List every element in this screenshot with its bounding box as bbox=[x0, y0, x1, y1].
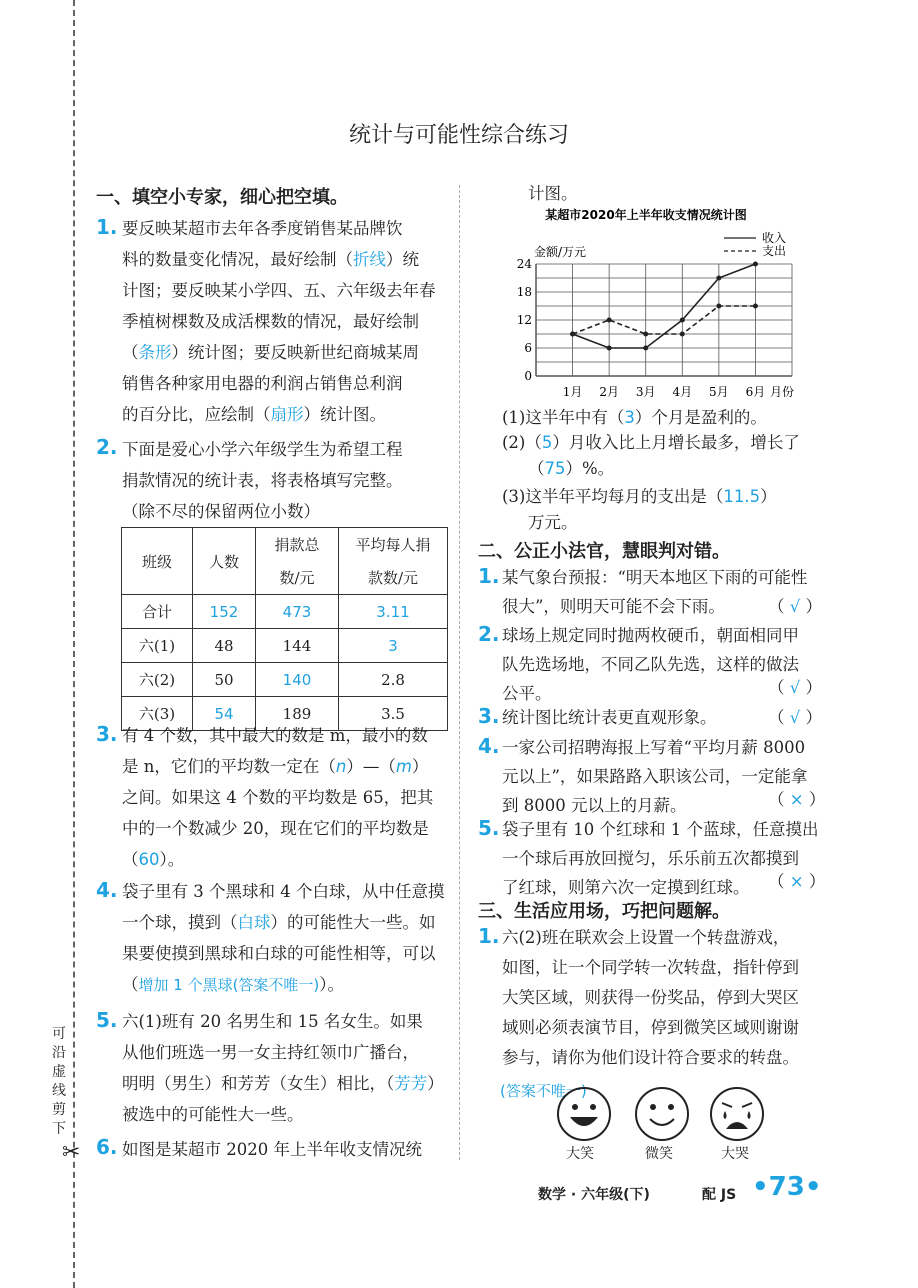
q6-sub3: (3)这半年平均每月的支出是（11.5） bbox=[502, 487, 777, 506]
data-point bbox=[680, 332, 685, 337]
data-point bbox=[570, 332, 575, 337]
x-tick-label: 6月 bbox=[745, 385, 766, 399]
q5-text: 六(1)班有 20 名男生和 15 名女生。如果 从他们班选一男一女主持红领巾广播台， 明明（男生）和芳芳（女生）相比，（芳芳） 被选中的可能性大一些。 bbox=[122, 1012, 444, 1124]
y-tick-label: 24 bbox=[516, 257, 532, 271]
x-tick-label: 1月 bbox=[562, 385, 583, 399]
face-laugh-icon bbox=[555, 1085, 613, 1143]
data-point bbox=[716, 276, 721, 281]
q4-number: 4. bbox=[96, 878, 118, 902]
q2-number: 2. bbox=[96, 435, 118, 459]
q1-text: 要反映某超市去年各季度销售某品牌饮 料的数量变化情况，最好绘制（折线）统 计图；要反映某小学四、五、六年级去年春 季植树棵数及成活棵数的情况，最好绘制 （条形）统计图；要反映新世纪商城某周 销售各种家用电器的利润占销售总利润 的百分比，应绘制（扇形）统计图。 bbox=[122, 219, 436, 424]
q6-text-line2: 计图。 bbox=[528, 184, 578, 203]
q6-sub3-cont: 万元。 bbox=[528, 513, 578, 532]
q5-number: 5. bbox=[96, 1008, 118, 1032]
judge-item: 统计图比统计表更直观形象。 bbox=[502, 708, 717, 727]
chart-ylabel: 金额/万元 bbox=[534, 245, 587, 259]
q2-text: 下面是爱心小学六年级学生为希望工程 捐款情况的统计表，将表格填写完整。 （除不尽的保留两位小数） bbox=[122, 440, 403, 521]
p3-text: 六(2)班在联欢会上设置一个转盘游戏， 如图，让一个同学转一次转盘，指针停到 大笑区域，则获得一份奖品，停到大哭区 域则必须表演节目，停到微笑区域则谢谢 参与，请你为他们设计符合要求的转盘。 bbox=[502, 928, 799, 1067]
page-title: 统计与可能性综合练习 bbox=[348, 123, 569, 148]
data-point bbox=[643, 346, 648, 351]
table-row: 六(1) 48 144 3 bbox=[122, 629, 448, 663]
face-label: 大笑 bbox=[566, 1146, 594, 1162]
x-tick-label: 2月 bbox=[599, 385, 619, 399]
table-row: 六(2) 50 140 2.8 bbox=[122, 663, 448, 697]
section-3-heading: 三、生活应用场，巧把问题解。 bbox=[478, 901, 730, 922]
section-2-heading: 二、公正小法官，慧眼判对错。 bbox=[478, 541, 730, 562]
q1-number: 1. bbox=[96, 215, 118, 239]
q1-answer-3: 扇形 bbox=[270, 405, 304, 424]
table-row: 合计 152 473 3.11 bbox=[122, 595, 448, 629]
data-point bbox=[716, 304, 721, 309]
q6-text-line1: 如图是某超市 2020 年上半年收支情况统 bbox=[122, 1140, 422, 1159]
cut-line bbox=[73, 0, 75, 1288]
x-tick-label: 3月 bbox=[635, 385, 656, 399]
y-tick-label: 18 bbox=[516, 285, 532, 299]
table-row: 六(3) 54 189 3.5 bbox=[122, 697, 448, 731]
q3-number: 3. bbox=[96, 722, 118, 746]
y-tick-label: 0 bbox=[524, 369, 532, 383]
p3-number: 1. bbox=[478, 924, 500, 948]
judge-item: 一家公司招聘海报上写着“平均月薪 8000 元以上”，如果路路入职该公司，一定能拿 到 8000 元以上的月薪。 bbox=[502, 738, 808, 815]
page-number: •73• bbox=[752, 1172, 822, 1202]
data-point bbox=[680, 318, 685, 323]
face-label: 微笑 bbox=[645, 1146, 673, 1162]
section-1-heading: 一、填空小专家，细心把空填。 bbox=[96, 187, 348, 208]
p3-answer-note: (答案不唯一) bbox=[500, 1082, 587, 1100]
q6-sub2-cont: （75）%。 bbox=[528, 459, 615, 478]
chart-title: 某超市2020年上半年收支情况统计图 bbox=[545, 208, 747, 222]
judge-item: 球场上规定同时抛两枚硬币，朝面相同甲 队先选场地，不同乙队先选，这样的做法 公平。 bbox=[502, 626, 799, 703]
q6-sub1: (1)这半年中有（3）个月是盈利的。 bbox=[502, 408, 767, 427]
data-point bbox=[643, 332, 648, 337]
y-tick-label: 12 bbox=[516, 313, 532, 327]
income-expense-chart bbox=[500, 204, 820, 404]
judge-item: 某气象台预报：“明天本地区下雨的可能性 很大”，则明天可能不会下雨。 bbox=[502, 568, 808, 616]
data-point bbox=[753, 262, 758, 267]
donation-table: 班级 人数 捐款总 平均每人捐 数/元 款数/元 合计 152 473 3.11 六(1) 48 144 3 六(2) 50 140 2.8 六(3) 54 189 3.5 bbox=[121, 527, 448, 731]
q1-answer-2: 条形 bbox=[138, 343, 172, 362]
scissors-icon: ✂ bbox=[62, 1140, 81, 1165]
x-tick-label: 4月 bbox=[672, 385, 693, 399]
face-smile-icon bbox=[633, 1085, 691, 1143]
column-divider bbox=[459, 185, 460, 1160]
chart-xlabel: 月份 bbox=[770, 385, 795, 399]
y-tick-label: 6 bbox=[524, 341, 532, 355]
data-point bbox=[607, 346, 612, 351]
footer-edition: 配 JS bbox=[702, 1187, 737, 1203]
q1-answer-1: 折线 bbox=[353, 250, 386, 269]
q6-number: 6. bbox=[96, 1135, 118, 1159]
cut-instruction: 可 沿 虚 线 剪 下 bbox=[52, 1026, 66, 1137]
legend-label: 支出 bbox=[762, 244, 787, 258]
legend-label: 收入 bbox=[762, 231, 787, 245]
face-cry-icon bbox=[708, 1085, 766, 1143]
face-label: 大哭 bbox=[721, 1146, 749, 1162]
data-point bbox=[607, 318, 612, 323]
data-point bbox=[753, 304, 758, 309]
q3-text: 有 4 个数，其中最大的数是 m，最小的数 是 n，它们的平均数一定在（n）—（m） 之间。如果这 4 个数的平均数是 65，把其 中的一个数减少 20，现在它们的平均数是 （60）。 bbox=[122, 726, 434, 869]
footer-subject: 数学 · 六年级(下) bbox=[538, 1187, 650, 1203]
judge-item: 袋子里有 10 个红球和 1 个蓝球，任意摸出 一个球后再放回搅匀，乐乐前五次都摸到 了红球，则第六次一定摸到红球。 bbox=[502, 820, 819, 897]
q4-text: 袋子里有 3 个黑球和 4 个白球，从中任意摸 一个球，摸到（白球）的可能性大一些。如 果要使摸到黑球和白球的可能性相等，可以 （增加 1 个黑球(答案不唯一)）。 bbox=[122, 882, 445, 994]
x-tick-label: 5月 bbox=[709, 385, 729, 399]
q6-sub2: (2)（5）月收入比上月增长最多，增长了 bbox=[502, 433, 800, 452]
